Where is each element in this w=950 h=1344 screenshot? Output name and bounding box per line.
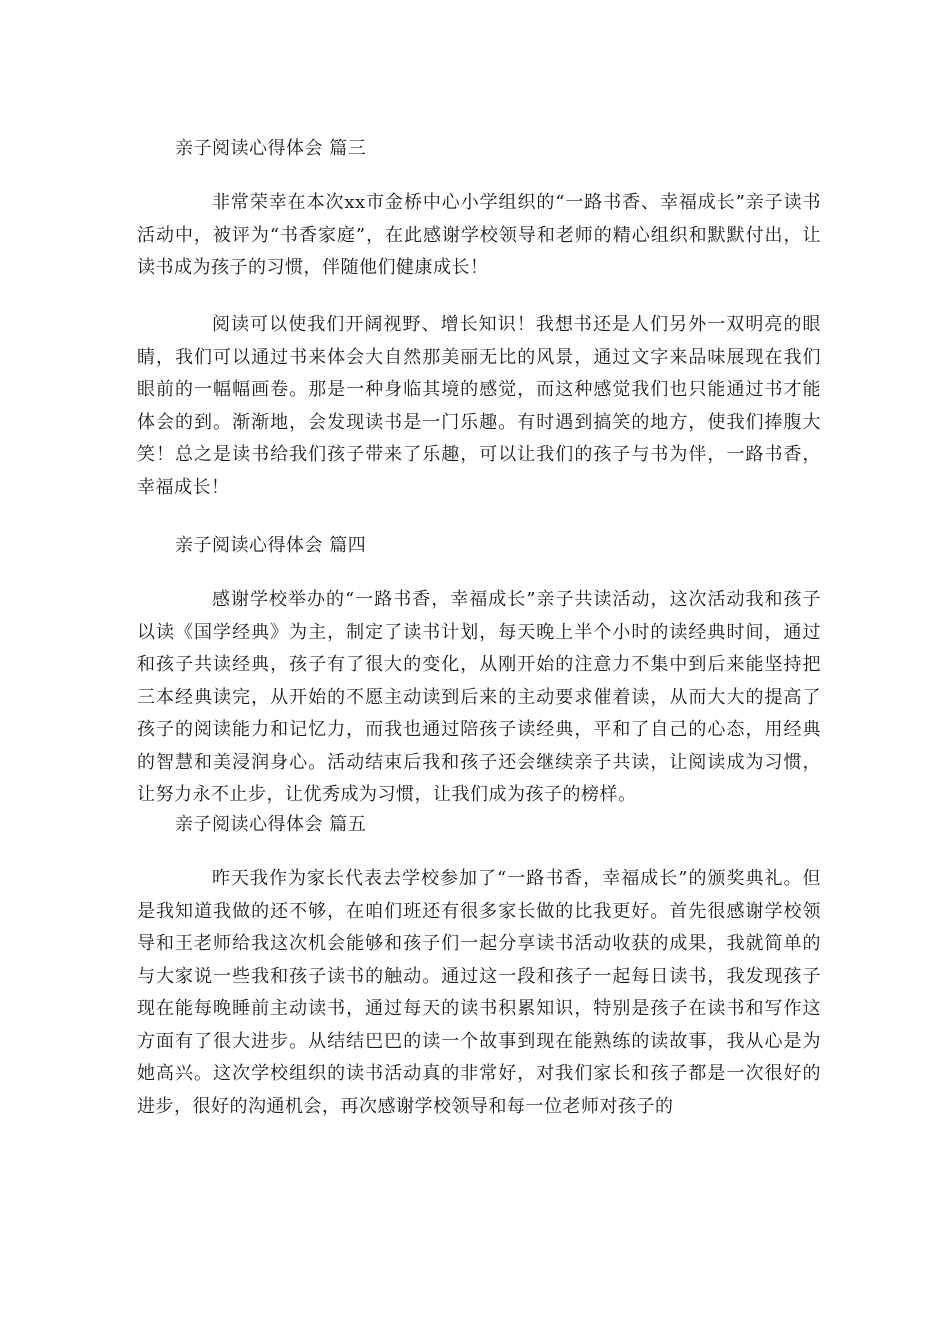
paragraph: 感谢学校举办的“一路书香，幸福成长”亲子共读活动，这次活动我和孩子以读《国学经典》为主，制定了读书计划，每天晚上半个小时的读经典时间，通过和孩子共读经典，孩子有了很大的变化，从刚开始的注意力不集中到后来能坚持把三本经典读完，从开始的不愿主动读到后来的主动要求催着读，从而大大的提高了孩子的阅读能力和记忆力，而我也通过陪孩子读经典，平和了自己的心态，用经典的智慧和美浸润身心。活动结束后我和孩子还会继续亲子共读，让阅读成为习惯，让努力永不止步，让优秀成为习惯，让我们成为孩子的榜样。 xyxy=(137,589,821,805)
paragraph: 非常荣幸在本次xx市金桥中心小学组织的“一路书香、幸福成长”亲子读书活动中，被评为“书香家庭”，在此感谢学校领导和老师的精心组织和默默付出，让读书成为孩子的习惯，伴随他们健康成长！ xyxy=(137,192,821,278)
section-heading-4: 亲子阅读心得体会 篇四 xyxy=(175,535,367,556)
paragraph: 昨天我作为家长代表去学校参加了“一路书香，幸福成长”的颁奖典礼。但是我知道我做的还不够，在咱们班还有很多家长做的比我更好。首先很感谢学校领导和王老师给我这次机会能够和孩子们一起分享读书活动收获的成果，我就简单的与大家说一些我和孩子读书的触动。通过这一段和孩子一起每日读书，我发现孩子现在能每晚睡前主动读书，通过每天的读书积累知识，特别是孩子在读书和写作这方面有了很大进步。从结结巴巴的读一个故事到现在能熟练的读故事，我从心是为她高兴。这次学校组织的读书活动真的非常好，对我们家长和孩子都是一次很好的进步，很好的沟通机会，再次感谢学校领导和每一位老师对孩子的 xyxy=(137,868,821,1117)
section-heading-5: 亲子阅读心得体会 篇五 xyxy=(175,814,367,835)
paragraph: 阅读可以使我们开阔视野、增长知识！我想书还是人们另外一双明亮的眼睛，我们可以通过书来体会大自然那美丽无比的风景，通过文字来品味展现在我们眼前的一幅幅画卷。那是一种身临其境的感觉，而这种感觉我们也只能通过书才能体会的到。渐渐地，会发现读书是一门乐趣。有时遇到搞笑的地方，使我们捧腹大笑！总之是读书给我们孩子带来了乐趣，可以让我们的孩子与书为伴，一路书香，幸福成长！ xyxy=(137,314,821,498)
section-heading-3: 亲子阅读心得体会 篇三 xyxy=(175,138,367,159)
